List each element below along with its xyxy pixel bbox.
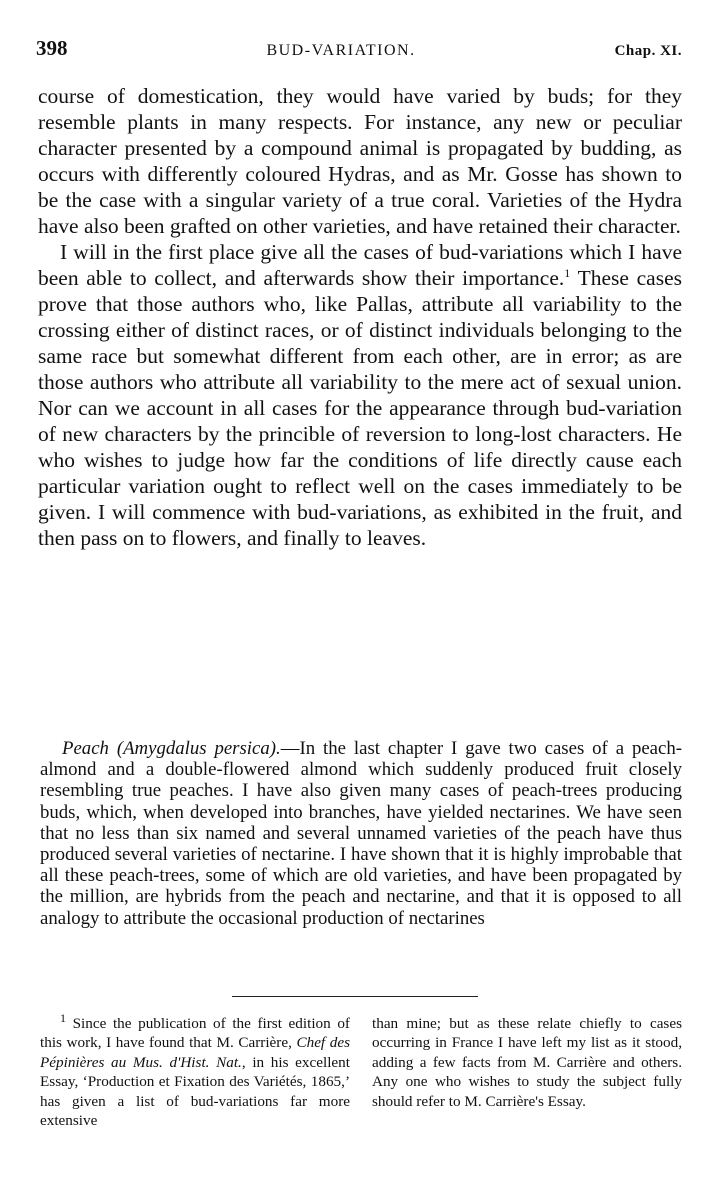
footnote-left-column [40, 1010, 350, 1130]
peach-section [40, 738, 682, 929]
chapter-label: Chap. XI. [614, 43, 682, 59]
footnote-divider [232, 996, 478, 997]
main-text [38, 83, 682, 551]
running-header [36, 36, 682, 62]
footnote-left-italic: Chef des Pépinières au Mus. d'Hist. Nat. [40, 1034, 350, 1071]
section-lead-dash: — [280, 738, 300, 759]
footnote-marker: 1 [60, 1010, 66, 1025]
paragraph-2-start: I will in the first place give all the cases of bud-variations which I have been able to collect, and afterwards show their importance. [38, 240, 682, 290]
section-text: In the last chapter I gave two cases of a peach-almond and a double-flowered almond which suddenly produced fruit closely resembling true peaches. I have also given many cases of peach-trees producing buds, which, when developed into branches, have yielded nectarines. We have seen that no less than six named and several unnamed varieties of the peach have thus produced several varieties of nectarine. I have shown that it is highly improbable that all these peach-trees, some of which are old varieties, and have been propagated by the million, are hybrids from the peach and nectarine, and that it is opposed to all analogy to attribute the occasional production of nectarines [40, 738, 682, 929]
section-lead-title: Peach (Amygdalus persica). [62, 738, 281, 759]
paragraph-2-rest: These cases prove that those authors who, like Pallas, attribute all variability to the crossing either of distinct races, or of distinct individuals belonging to the same race but somewhat different from each other, are in error; as are those authors who attribute all variability to the mere act of sexual union. Nor can we account in all cases for the appearance through bud-variation of new characters by the princible of reversion to long-lost characters. He who wishes to judge how far the conditions of life directly cause each particular variation ought to reflect well on the cases immediately to be given. I will commence with bud-variations, as exhibited in the fruit, and then pass on to flowers, and finally to leaves. [38, 266, 682, 550]
paragraph-2 [38, 239, 682, 551]
footnote-reference: 1 [564, 265, 571, 280]
footnote-left-text-a: Since the publication of the first edition of this work, I have found that M. Carrière, [40, 1015, 350, 1052]
running-title: BUD-VARIATION. [266, 42, 416, 59]
footnote-right-column: than mine; but as these relate chiefly to cases occurring in France I have left my list as it stood, adding a few facts from M. Carrière and others. Any one who wishes to study the subject fully should refer to M. Carrière's Essay. [372, 1015, 682, 1110]
footnote-left-text-b: , in his excellent Essay, ‘Production et Fixation des Variétés, 1865,’ has given a list of bud-variations far more extensive [40, 1053, 350, 1130]
page-number: 398 [36, 36, 68, 60]
paragraph-1: course of domestication, they would have varied by buds; for they resemble plants in many respects. For instance, any new or peculiar character presented by a compound animal is propagated by budding, as occurs with differently coloured Hydras, and as Mr. Gosse has shown to be the case with a singular variety of a true coral. Varieties of the Hydra have also been grafted on other varieties, and have retained their character. [38, 84, 682, 238]
